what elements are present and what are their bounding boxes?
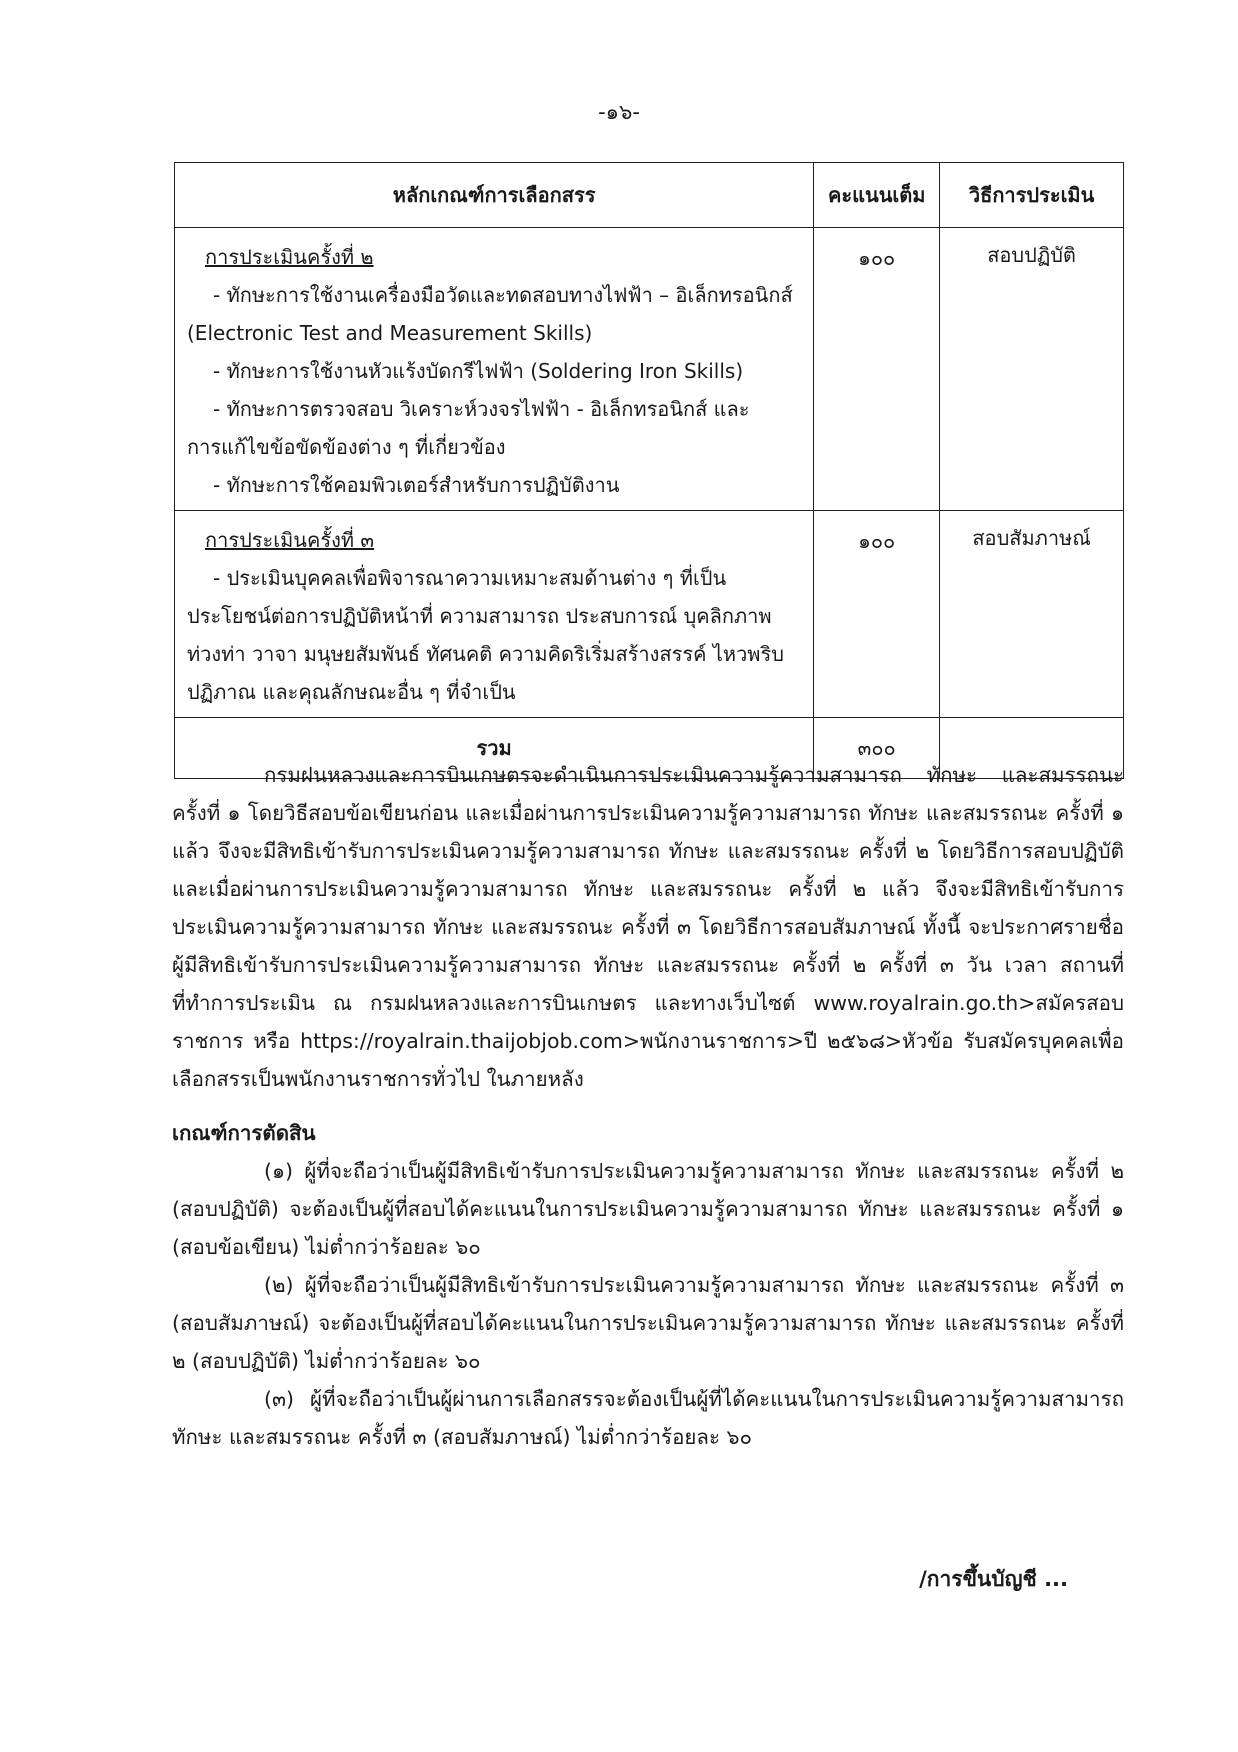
round-3-score: ๑๐๐: [814, 511, 940, 718]
round-2-score: ๑๐๐: [814, 228, 940, 511]
decision-criteria-title: เกณฑ์การตัดสิน: [172, 1121, 316, 1145]
page-number: -๑๖-: [598, 100, 640, 124]
round-2-criteria: [175, 228, 814, 511]
next-section-continuation: /การขึ้นบัญชี ...: [919, 1567, 1068, 1591]
decision-criterion: (๑) ผู้ที่จะถือว่าเป็นผู้มีสิทธิเข้ารับการประเมินความรู้ความสามารถ ทักษะ และสมรรถนะ ครั้งที่ ๒ (สอบปฏิบัติ) จะต้องเป็นผู้ที่สอบได้คะแนนในการประเมินความรู้ความสามารถ ทักษะ และสมรรถนะ ครั้งที่ ๑ (สอบข้อเขียน) ไม่ต่ำกว่าร้อยละ ๖๐: [172, 1159, 1124, 1259]
table-header-row: [175, 163, 1124, 228]
header-criteria: หลักเกณฑ์การเลือกสรร: [175, 163, 814, 228]
total-score: ๓๐๐: [814, 718, 940, 779]
round-3-line: ท่วงท่า วาจา มนุษยสัมพันธ์ ทัศนคติ ความคิดริเริ่มสร้างสรรค์ ไหวพริบ: [187, 642, 784, 666]
round-3-line: ปฏิภาณ และคุณลักษณะอื่น ๆ ที่จำเป็น: [187, 680, 516, 704]
header-method: วิธีการประเมิน: [940, 163, 1124, 228]
round-3-title: การประเมินครั้งที่ ๓: [205, 528, 375, 552]
round-3-line: ประโยชน์ต่อการปฏิบัติหน้าที่ ความสามารถ ประสบการณ์ บุคลิกภาพ: [187, 604, 772, 628]
round-2-line: - ทักษะการตรวจสอบ วิเคราะห์วงจรไฟฟ้า - อิเล็กทรอนิกส์ และ: [213, 397, 750, 421]
round-2-line: - ทักษะการใช้คอมพิวเตอร์สำหรับการปฏิบัติงาน: [213, 473, 620, 497]
round-2-method: สอบปฏิบัติ: [940, 228, 1124, 511]
table-row-round-3: [175, 511, 1124, 718]
total-label: รวม: [175, 718, 814, 779]
round-3-criteria: [175, 511, 814, 718]
table-row-round-2: [175, 228, 1124, 511]
body-text: [172, 756, 1124, 1456]
round-2-line: การแก้ไขข้อขัดข้องต่าง ๆ ที่เกี่ยวข้อง: [187, 435, 506, 459]
selection-criteria-table: [174, 162, 1124, 779]
round-3-method: สอบสัมภาษณ์: [940, 511, 1124, 718]
assessment-procedure-paragraph: กรมฝนหลวงและการบินเกษตรจะดำเนินการประเมินความรู้ความสามารถ ทักษะ และสมรรถนะ ครั้งที่ ๑ โดยวิธีสอบข้อเขียนก่อน และเมื่อผ่านการประเมินความรู้ความสามารถ ทักษะ และสมรรถนะ ครั้งที่ ๑ แล้ว จึงจะมีสิทธิเข้ารับการประเมินความรู้ความสามารถ ทักษะ และสมรรถนะ ครั้งที่ ๒ โดยวิธีการสอบปฏิบัติ และเมื่อผ่านการประเมินความรู้ความสามารถ ทักษะ และสมรรถนะ ครั้งที่ ๒ แล้ว จึงจะมีสิทธิเข้ารับการประเมินความรู้ความสามารถ ทักษะ และสมรรถนะ ครั้งที่ ๓ โดยวิธีการสอบสัมภาษณ์ ทั้งนี้ จะประกาศรายชื่อผู้มีสิทธิเข้ารับการประเมินความรู้ความสามารถ ทักษะ และสมรรถนะ ครั้งที่ ๒ ครั้งที่ ๓ วัน เวลา สถานที่ที่ทำการประเมิน ณ กรมฝนหลวงและการบินเกษตร และทางเว็บไซต์ www.royalrain.go.th>สมัครสอบราชการ หรือ https://royalrain.thaijobjob.com>พนักงานราชการ>ปี ๒๕๖๘>หัวข้อ รับสมัครบุคคลเพื่อเลือกสรรเป็นพนักงานราชการทั่วไป ในภายหลัง: [172, 763, 1124, 1091]
round-2-title: การประเมินครั้งที่ ๒: [205, 245, 374, 269]
round-3-line: - ประเมินบุคคลเพื่อพิจารณาความเหมาะสมด้านต่าง ๆ ที่เป็น: [213, 566, 727, 590]
decision-criterion: (๒) ผู้ที่จะถือว่าเป็นผู้มีสิทธิเข้ารับการประเมินความรู้ความสามารถ ทักษะ และสมรรถนะ ครั้งที่ ๓ (สอบสัมภาษณ์) จะต้องเป็นผู้ที่สอบได้คะแนนในการประเมินความรู้ความสามารถ ทักษะ และสมรรถนะ ครั้งที่ ๒ (สอบปฏิบัติ) ไม่ต่ำกว่าร้อยละ ๖๐: [172, 1273, 1124, 1373]
round-2-line: - ทักษะการใช้งานเครื่องมือวัดและทดสอบทางไฟฟ้า – อิเล็กทรอนิกส์: [213, 283, 793, 307]
decision-criterion: (๓) ผู้ที่จะถือว่าเป็นผู้ผ่านการเลือกสรรจะต้องเป็นผู้ที่ได้คะแนนในการประเมินความรู้ความสามารถ ทักษะ และสมรรถนะ ครั้งที่ ๓ (สอบสัมภาษณ์) ไม่ต่ำกว่าร้อยละ ๖๐: [172, 1387, 1124, 1449]
round-2-line: (Electronic Test and Measurement Skills): [187, 321, 593, 345]
round-2-line: - ทักษะการใช้งานหัวแร้งบัดกรีไฟฟ้า (Soldering Iron Skills): [213, 359, 744, 383]
header-full-score: คะแนนเต็ม: [814, 163, 940, 228]
